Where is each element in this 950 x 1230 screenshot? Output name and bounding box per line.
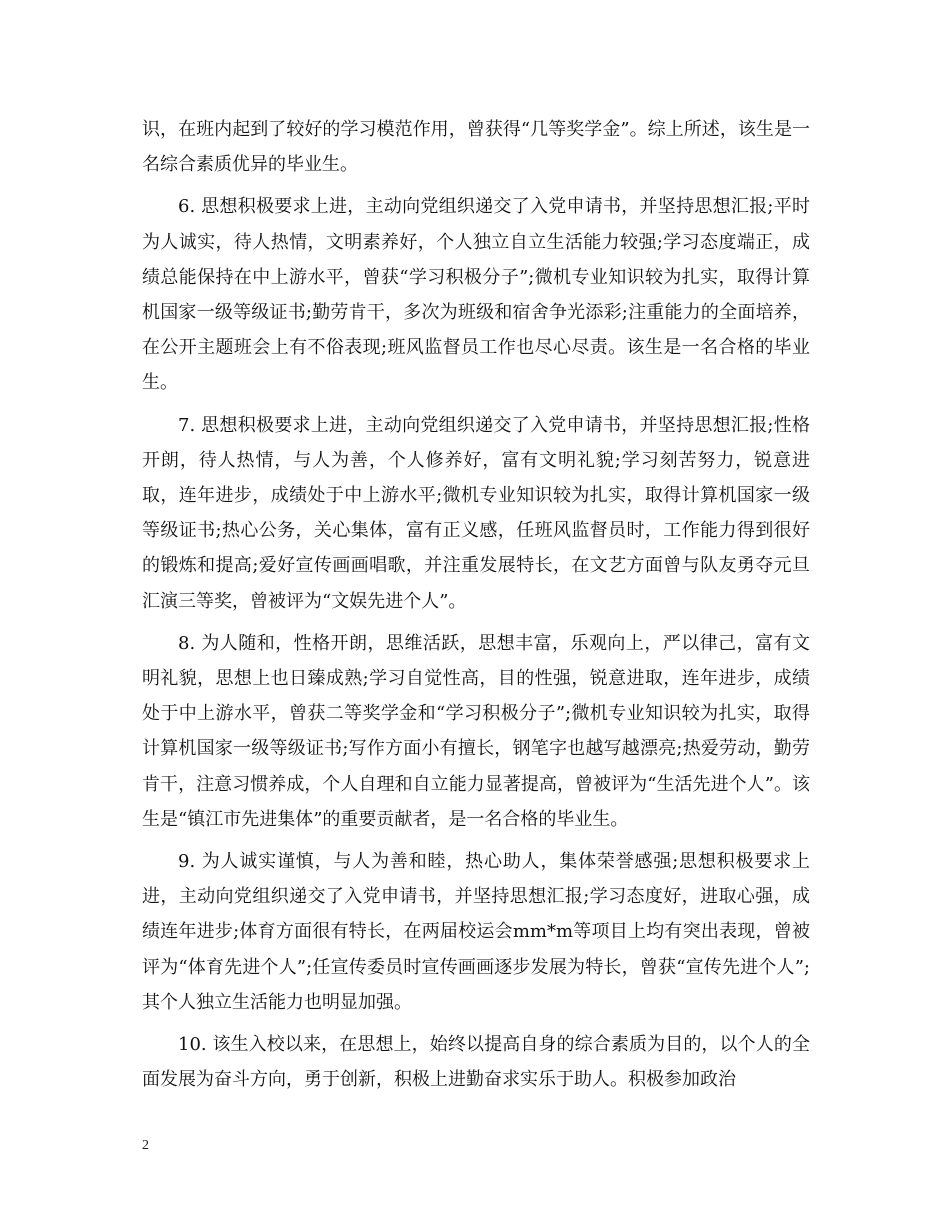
document-body <box>142 112 810 1104</box>
page-number: 2 <box>142 1138 149 1153</box>
paragraph-item-9: 9. 为人诚实谨慎，与人为善和睦，热心助人，集体荣誉感强;思想积极要求上进，主动向党组织递交了入党申请书，并坚持思想汇报;学习态度好，进取心强，成绩连年进步;体育方面很有特长，在两届校运会mm*m等项目上均有突出表现，曾被评为“体育先进个人”;任宣传委员时宣传画画逐步发展为特长，曾获“宣传先进个人”;其个人独立生活能力也明显加强。 <box>142 851 810 1013</box>
paragraph-item-6: 6. 思想积极要求上进，主动向党组织递交了入党申请书，并坚持思想汇报;平时为人诚实，待人热情，文明素养好，个人独立自立生活能力较强;学习态度端正，成绩总能保持在中上游水平，曾获“学习积极分子”;微机专业知识较为扎实，取得计算机国家一级等级证书;勤劳肯干，多次为班级和宿舍争光添彩;注重能力的全面培养，在公开主题班会上有不俗表现;班风监督员工作也尽心尽责。该生是一名合格的毕业生。 <box>142 196 810 394</box>
paragraph-item-10: 10. 该生入校以来，在思想上，始终以提高自身的综合素质为目的，以个人的全面发展为奋斗方向，勇于创新，积极上进勤奋求实乐于助人。积极参加政治 <box>142 1034 810 1091</box>
paragraph-item-7: 7. 思想积极要求上进，主动向党组织递交了入党申请书，并坚持思想汇报;性格开朗，待人热情，与人为善，个人修养好，富有文明礼貌;学习刻苦努力，锐意进取，连年进步，成绩处于中上游水平;微机专业知识较为扎实，取得计算机国家一级等级证书;热心公务，关心集体，富有正义感，任班风监督员时，工作能力得到很好的锻炼和提高;爱好宣传画画唱歌，并注重发展特长，在文艺方面曾与队友勇夺元旦汇演三等奖，曾被评为“文娱先进个人”。 <box>142 414 810 612</box>
paragraph-continuation: 识，在班内起到了较好的学习模范作用，曾获得“几等奖学金”。综上所述，该生是一名综合素质优异的毕业生。 <box>142 119 810 176</box>
paragraph-item-8: 8. 为人随和，性格开朗，思维活跃，思想丰富，乐观向上，严以律己，富有文明礼貌，思想上也日臻成熟;学习自觉性高，目的性强，锐意进取，连年进步，成绩处于中上游水平，曾获二等奖学金和“学习积极分子”;微机专业知识较为扎实，取得计算机国家一级等级证书;写作方面小有擅长，钢笔字也越写越漂亮;热爱劳动，勤劳肯干，注意习惯养成，个人自理和自立能力显著提高，曾被评为“生活先进个人”。该生是“镇江市先进集体”的重要贡献者，是一名合格的毕业生。 <box>142 632 810 830</box>
